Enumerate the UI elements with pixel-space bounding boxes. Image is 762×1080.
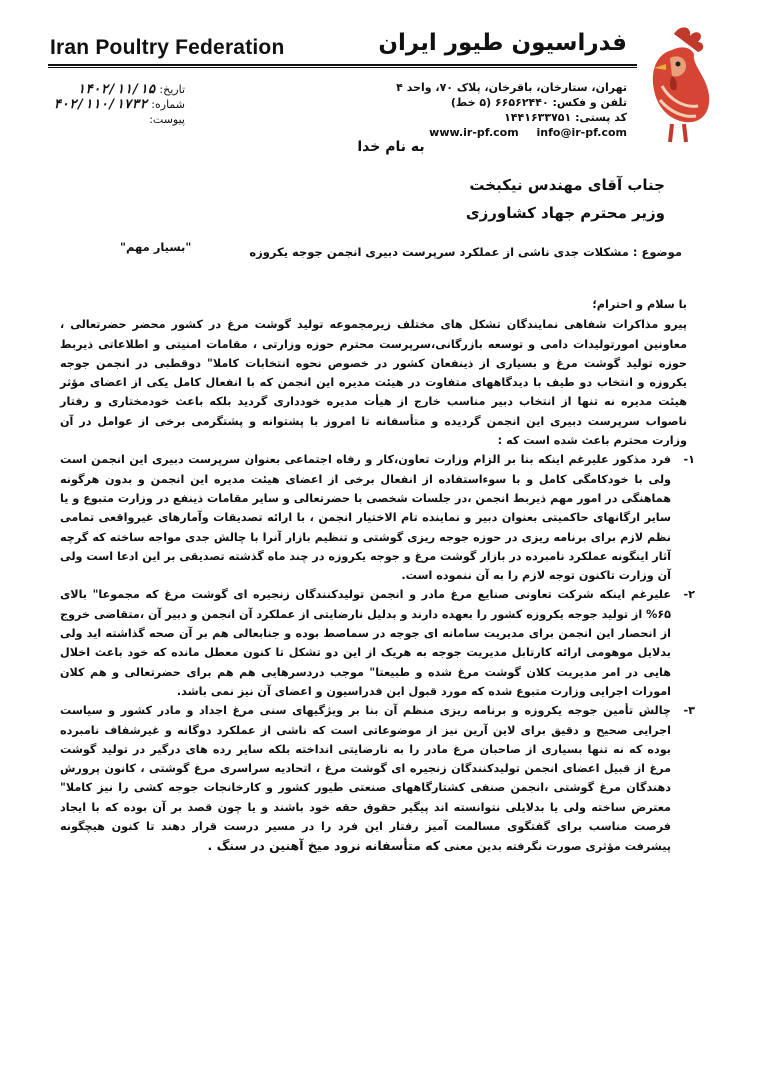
list-item-number: ۱-	[683, 453, 695, 467]
header-rule	[48, 64, 637, 66]
attachment-label: پیوست:	[149, 113, 185, 126]
date-value: ۱۴۰۲/۱۱/۱۵	[77, 82, 156, 97]
number-label: شماره:	[151, 98, 185, 111]
letter-body	[60, 295, 695, 857]
list-item-number: ۲-	[683, 588, 695, 602]
list-item-text: چالش تأمین جوجه یکروزه و برنامه ریزی منظم آن بنا بر ویژگیهای سنی مرغ اجداد و مادر کشور و سیاست اجرایی صحیح و دقیق برای لاین آرین نیز از موضوعاتی است که ناشی از عملکرد دوگانه و غیرشفاف نامبرده بوده که نه تنها بسیاری از صاحبان مرغ مادر را به نارضایتی انداخته بلکه سایر رده های درگیر در تولید گوشت مرغ از قبیل اعضای انجمن تولیدکنندگان زنجیره ای گوشت مرغ ، اتحادیه سراسری مرغ گوشتی ، کانون پرورش دهندگان مرغ گوشتی ،انجمن صنفی کشتارگاههای صنعتی طیور کشور و کارخانجات جوجه کشی را نیز کاملا" معترض ساخته ولی یا بدلایلی نتوانسته اند پیگیر حقوق حقه خود باشند و یا چون قصد بر آن بوده که با ایجاد فرصت مناسب برای گفتگوی مسالمت آمیز رفتار این فرد را در مسیر درست قرار دهند تا کنون هیچگونه پیشرفت مؤثری صورت نگرفته بدین معنی	[60, 704, 671, 854]
letter-meta	[55, 82, 185, 127]
contact-block	[377, 80, 627, 140]
email-link[interactable]: info@ir-pf.com	[536, 126, 627, 139]
list-item-text: علیرغم اینکه شرکت تعاونی صنایع مرغ مادر و انجمن تولیدکنندگان زنجیره ای گوشت مرغ که مجموعا" بالای ۶۵% از تولید جوجه یکروزه کشور را بعهده دارند و بدلیل نارضایتی از عملکرد آن انجمن و دبیر آن ،متقاضی خروج از انحصار این انجمن برای مدیریت سامانه ای جوجه در سماصط بوده و جنابعالی هم بر آن صحه گذاشته اید ولی بدلایل موهومی ارائه کارتابل مدیریت جوجه به هریک از این دو تشکل تا کنون معطل مانده که خود باعث اخلال هایی در امر مدیریت کلان گوشت مرغ شده و طبیعتا" موجب دردسرهایی هم هم برای حضرتعالی و هم کلان امورات اجرایی وزارت متبوع شده که مورد قبول این فدراسیون و اعضای آن نیز نمی باشد.	[60, 588, 671, 698]
list-item-number: ۳-	[683, 704, 695, 718]
list-item	[60, 701, 695, 856]
greeting: با سلام و احترام؛	[592, 298, 687, 311]
address: تهران، ستارخان، باقرخان، پلاک ۷۰، واحد ۴	[396, 81, 627, 94]
rooster-logo-icon	[632, 20, 722, 150]
recipient-title: وزیر محترم جهاد کشاورزی	[465, 204, 665, 222]
bismillah: به نام خدا	[357, 139, 425, 155]
subject-line: موضوع : مشکلات جدی ناشی از عملکرد سرپرست دبیری انجمن جوجه یکروزه	[249, 245, 682, 259]
recipient-name: جناب آقای مهندس نیکبخت	[469, 176, 665, 194]
web-contacts	[377, 125, 627, 140]
list-item-text: فرد مذکور علیرغم اینکه بنا بر الزام وزارت تعاون،کار و رفاه اجتماعی بعنوان سرپرست دبیری این انجمن است ولی با خودکامگی کامل و با سوءاستفاده از انفعال برخی از اعضای هیئت مدیره این انجمن و بدون هرگونه هماهنگی در امور مهم ذیربط انجمن ،در جلسات شخصی با حضرتعالی و سایر مقامات ذینفع در وزارت متبوع و یا سایر ارگانهای حاکمیتی بعنوان دبیر و نماینده تام الاختیار انجمن ، با ارائه تصدیقات وآمارهای غیرواقعی تمامی نظم لازم برای برنامه ریزی در حوزه جوجه ریزی گوشتی و تنظیم بازار آنرا با چالش جدی مواجه ساخته که گرچه آثار اینگونه عملکرد نامبرده در بازار گوشت مرغ و جوجه یکروزه در چند ماه گذشته تصدیقی بر این ادعا است ولی آن وزارت تاکنون توجه لازم را به آن ننموده است.	[60, 453, 671, 583]
date-row	[55, 82, 185, 97]
number-row	[55, 97, 185, 112]
attachment-row	[55, 112, 185, 127]
intro-paragraph: پیرو مذاکرات شفاهی نمایندگان تشکل های مختلف زیرمجموعه تولید گوشت مرغ در کشور محضر حضرتعالی ، معاونین امورتولیدات دامی و توسعه بازرگانی،سرپرست محترم حوزه وزارتی ، مقامات امنیتی و اطلاعاتی ذیربط حوزه تولید گوشت مرغ و بسیاری از ذینفعان کشور در خصوص نحوه انتخابات کاملا" دوقطبی در انجمن جوجه یکروزه و انتخاب دو طیف با دیدگاههای متفاوت در هیئت مدیره این انجمن که با انفعال کامل یکی از اعضای مؤثر هیئت مدیره نه تنها از انتخاب دبیر مناسب خارج از هیأت مدیره خودداری گردید بلکه باعث خودمختاری و رفتار ناصواب سرپرست دبیری این انجمن گردیده و متأسفانه تا امروز با پشتوانه و پشتگرمی برخی از عوامل در آن وزارت محترم باعث شده است که :	[60, 318, 687, 448]
list-item	[60, 450, 695, 585]
number-value: ۴۰۲/۱۱۰/۱۷۳۲	[53, 97, 148, 112]
header-rule-thin	[48, 67, 637, 68]
date-label: تاریخ:	[159, 83, 185, 96]
english-title: Iran Poultry Federation	[50, 36, 285, 59]
postal-code: کد پستی: ۱۴۴۱۶۳۳۷۵۱	[504, 111, 627, 124]
issues-list	[60, 450, 695, 856]
phone-fax: تلفن و فکس: ۶۶۵۶۲۴۴۰ (۵ خط)	[450, 96, 627, 109]
urgency-note: "بسیار مهم"	[120, 240, 192, 254]
closing-phrase: که متأسفانه نرود میخ آهنین در سنگ .	[207, 838, 441, 854]
list-item	[60, 585, 695, 701]
website-link[interactable]: www.ir-pf.com	[429, 126, 519, 139]
recipient-block	[466, 171, 665, 227]
persian-title: فدراسیون طیور ایران	[378, 30, 627, 56]
